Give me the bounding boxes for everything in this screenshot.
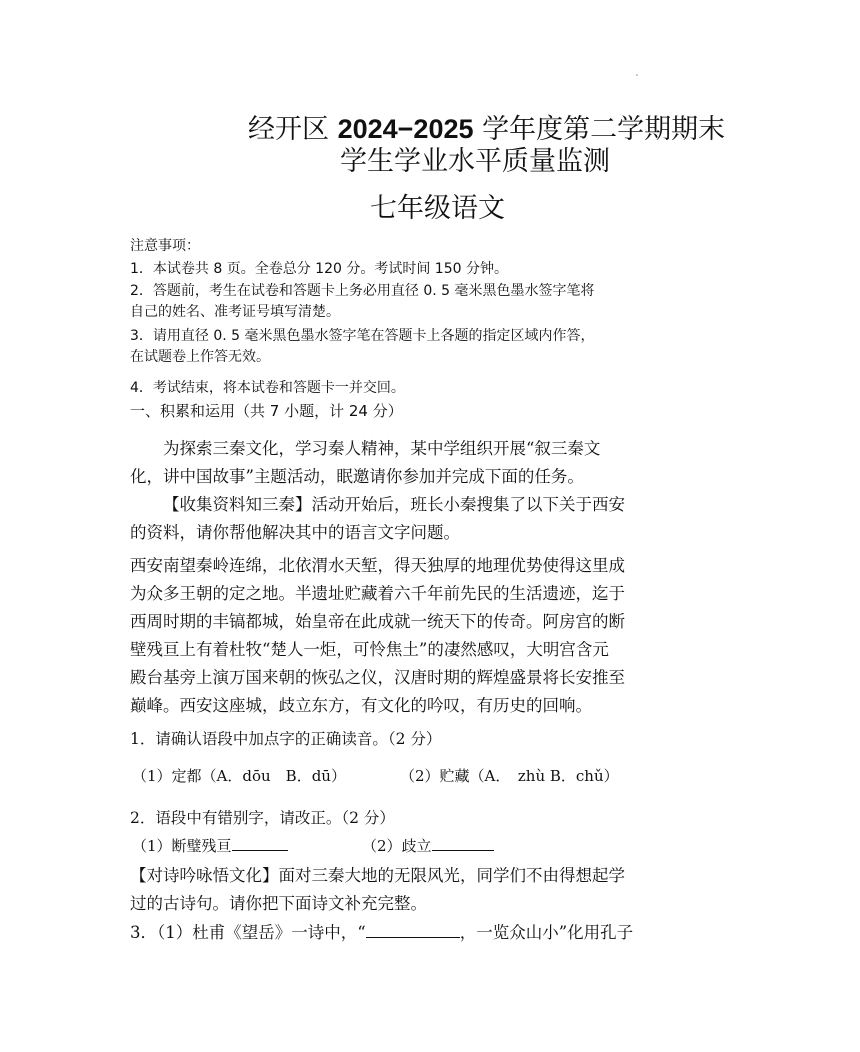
passage-line-2: 为众多王朝的定之地。半遗址贮藏着六千年前先民的生活遗迹，迄于 bbox=[130, 584, 625, 603]
answer-blank[interactable] bbox=[366, 924, 460, 938]
title-years: 2024−2025 bbox=[337, 114, 474, 144]
notice-item-3-line-2: 在试题卷上作答无效。 bbox=[130, 349, 270, 365]
notice-heading: 注意事项： bbox=[130, 238, 200, 254]
passage-line-6: 巅峰。西安这座城，歧立东方，有文化的吟叹，有历史的回响。 bbox=[130, 696, 592, 715]
question-3-suffix: ，一览众山小”化用孔子 bbox=[459, 923, 634, 942]
passage-line-3: 西周时期的丰镐都城，始皇帝在此成就一统天下的传奇。阿房宫的断 bbox=[130, 612, 625, 631]
answer-blank[interactable] bbox=[232, 837, 288, 851]
passage-line-4: 壁残亘上有着杜牧“楚人一炬，可怜焦土”的凄然感叹，大明宫含元 bbox=[130, 640, 609, 659]
question-2-item-1-label: （1）断璧残亘 bbox=[132, 837, 232, 855]
question-3-prefix: 3．（1）杜甫《望岳》一诗中，“ bbox=[130, 923, 366, 942]
question-3 bbox=[130, 919, 633, 943]
scan-speck bbox=[636, 74, 638, 76]
task1-line-1: 【收集资料知三秦】活动开始后，班长小秦搜集了以下关于西安 bbox=[163, 495, 625, 514]
intro-line-2: 化，讲中国故事”主题活动，眠邀请你参加并完成下面的任务。 bbox=[130, 467, 584, 486]
notice-item-2-line-1: 2．答题前，考生在试卷和答题卡上务必用直径 0. 5 毫米黑色墨水签字笔将 bbox=[130, 283, 595, 299]
section-heading: 一、积累和运用（共 7 小题，计 24 分） bbox=[130, 402, 403, 420]
question-2: 2．语段中有错别字，请改正。（2 分） bbox=[130, 809, 395, 827]
title-suffix: 学年度第二学期期末 bbox=[482, 114, 726, 145]
question-1: 1．请确认语段中加点字的正确读音。（2 分） bbox=[130, 730, 442, 748]
notice-item-1: 1．本试卷共 8 页。全卷总分 120 分。考试时间 150 分钟。 bbox=[130, 261, 508, 277]
task2-line-2: 过的古诗句。请你把下面诗文补充完整。 bbox=[130, 894, 427, 913]
task2-line-1: 【对诗吟咏悟文化】面对三秦大地的无限风光，同学们不由得想起学 bbox=[130, 866, 625, 885]
notice-item-3-line-1: 3．请用直径 0. 5 毫米黑色墨水签字笔在答题卡上各题的指定区域内作答， bbox=[130, 328, 595, 344]
question-2-item-2 bbox=[362, 835, 494, 856]
task1-line-2: 的资料，请你帮他解决其中的语言文字问题。 bbox=[130, 523, 460, 542]
passage-line-5: 殿台基旁上演万国来朝的恢弘之仪，汉唐时期的辉煌盛景将长安推至 bbox=[130, 668, 625, 687]
question-2-item-1 bbox=[132, 835, 288, 856]
question-1-item-2: （2）贮藏（A． zhù B．chǔ） bbox=[400, 767, 619, 785]
subject-title: 七年级语文 bbox=[370, 193, 505, 224]
answer-blank[interactable] bbox=[432, 837, 494, 851]
exam-subtitle: 学生学业水平质量监测 bbox=[340, 146, 610, 177]
passage-line-1: 西安南望秦岭连绵，北依渭水天堑，得天独厚的地理优势使得这里成 bbox=[130, 556, 625, 575]
title-prefix: 经开区 bbox=[248, 114, 329, 145]
question-1-item-1: （1）定都（A．dōu B．dū） bbox=[132, 767, 346, 785]
notice-item-2-line-2: 自己的姓名、准考证号填写清楚。 bbox=[130, 304, 340, 320]
notice-item-4: 4．考试结束，将本试卷和答题卡一并交回。 bbox=[130, 380, 405, 396]
intro-line-1: 为探索三秦文化，学习秦人精神，某中学组织开展“叙三秦文 bbox=[163, 439, 601, 458]
question-2-item-2-label: （2）歧立 bbox=[362, 837, 432, 855]
